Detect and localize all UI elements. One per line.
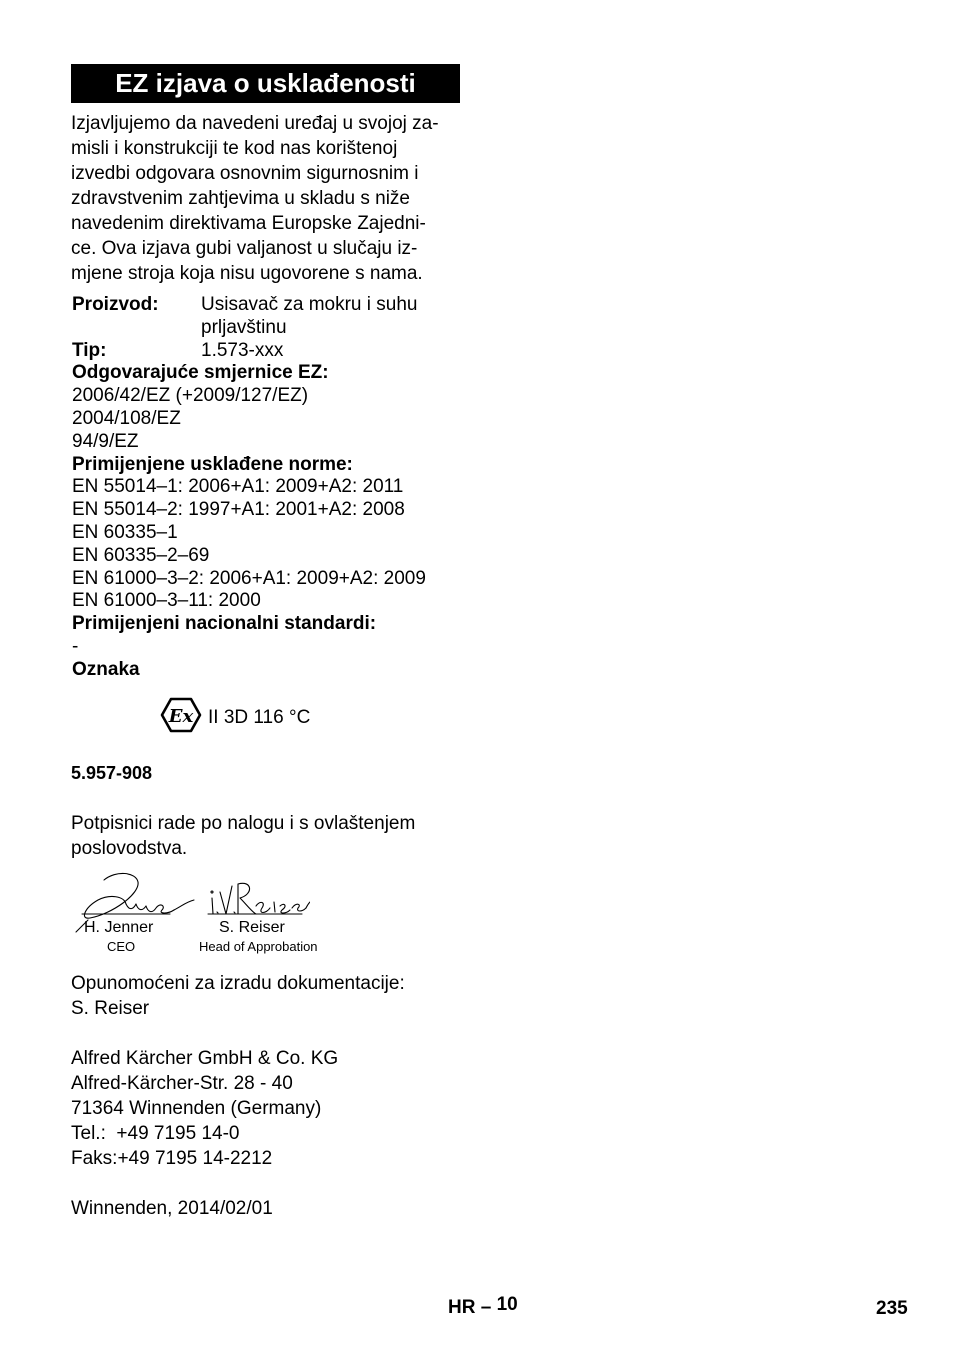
page-number: 235	[876, 1298, 908, 1319]
page-title: EZ izjava o usklađenosti	[115, 68, 416, 98]
norm-item: EN 60335–2–69	[72, 544, 210, 566]
signatories-note-line: poslovodstva.	[71, 838, 188, 859]
document-number: 5.957-908	[71, 763, 153, 783]
norm-item: EN 60335–1	[72, 521, 178, 543]
norm-item: EN 61000–3–11: 2000	[72, 590, 261, 612]
marking-heading: Oznaka	[72, 658, 140, 680]
national-heading: Primijenjeni nacionalni standardi:	[72, 613, 377, 635]
place-date: Winnenden, 2014/02/01	[71, 1198, 273, 1219]
intro-line: zdravstvenim zahtjevima u skladu s niže	[71, 188, 410, 209]
product-label: Proizvod:	[72, 294, 159, 315]
address-line: Tel.: +49 7195 14-0	[71, 1123, 240, 1144]
intro-line: misli i konstrukciji te kod nas korištenoj	[71, 138, 398, 159]
intro-line: mjene stroja koja nisu ugovorene s nama.	[71, 263, 423, 284]
spec-block	[72, 294, 472, 682]
type-label: Tip:	[72, 339, 107, 361]
signatory-name: H. Jenner	[84, 919, 154, 936]
type-row	[72, 340, 472, 363]
directives-heading: Odgovarajuće smjernice EZ:	[72, 362, 329, 384]
intro-line: ce. Ova izjava gubi valjanost u slučaju iz-	[71, 238, 418, 259]
product-row-continued	[72, 317, 472, 340]
product-value-line2: prljavštinu	[201, 316, 287, 338]
type-value: 1.573-xxx	[201, 339, 284, 361]
product-value: Usisavač za mokru i suhu	[201, 294, 418, 315]
directive-item: 2006/42/EZ (+2009/127/EZ)	[72, 385, 309, 407]
ex-marking	[160, 697, 310, 733]
intro-paragraph	[71, 111, 439, 286]
directive-item: 2004/108/EZ	[72, 407, 181, 429]
address-line: Alfred-Kärcher-Str. 28 - 40	[71, 1073, 293, 1094]
footer-local-page: 10	[496, 1294, 518, 1315]
ex-marking-value: II 3D 116 °C	[208, 707, 311, 728]
ex-hexagon-icon	[160, 697, 202, 733]
intro-line: Izjavljujemo da navedeni uređaj u svojoj za-	[71, 113, 439, 134]
norm-item: EN 61000–3–2: 2006+A1: 2009+A2: 2009	[72, 567, 426, 589]
intro-line: navedenim direktivama Europske Zajedni-	[71, 213, 426, 234]
footer-dash: –	[480, 1297, 492, 1318]
documentation-name: S. Reiser	[71, 998, 150, 1019]
title-bar	[71, 64, 460, 103]
norm-item: EN 55014–2: 1997+A1: 2001+A2: 2008	[72, 499, 405, 521]
signatories-note-line: Potpisnici rade po nalogu i s ovlaštenjem	[71, 813, 416, 834]
footer-section-label	[448, 1294, 518, 1319]
signatory-role: Head of Approbation	[199, 939, 318, 954]
norms-heading: Primijenjene usklađene norme:	[72, 453, 353, 475]
address-line: Alfred Kärcher GmbH & Co. KG	[71, 1048, 339, 1069]
intro-line: izvedbi odgovara osnovnim sigurnosnim i	[71, 163, 419, 184]
ex-symbol-text: Ex	[168, 706, 194, 727]
address-line: Faks:+49 7195 14-2212	[71, 1148, 273, 1169]
documentation-block	[71, 971, 405, 1021]
address-line: 71364 Winnenden (Germany)	[71, 1098, 322, 1119]
company-address	[71, 1046, 338, 1171]
signatories-note	[71, 811, 415, 861]
signatory-name: S. Reiser	[219, 919, 285, 936]
product-row	[72, 294, 472, 317]
footer-lang: HR	[448, 1297, 476, 1318]
documentation-label: Opunomoćeni za izradu dokumentacije:	[71, 973, 405, 994]
national-value: -	[72, 635, 79, 657]
signatory-role: CEO	[107, 939, 136, 954]
reiser-signature	[208, 883, 310, 914]
directive-item: 94/9/EZ	[72, 430, 139, 452]
norm-item: EN 55014–1: 2006+A1: 2009+A2: 2011	[72, 476, 404, 498]
